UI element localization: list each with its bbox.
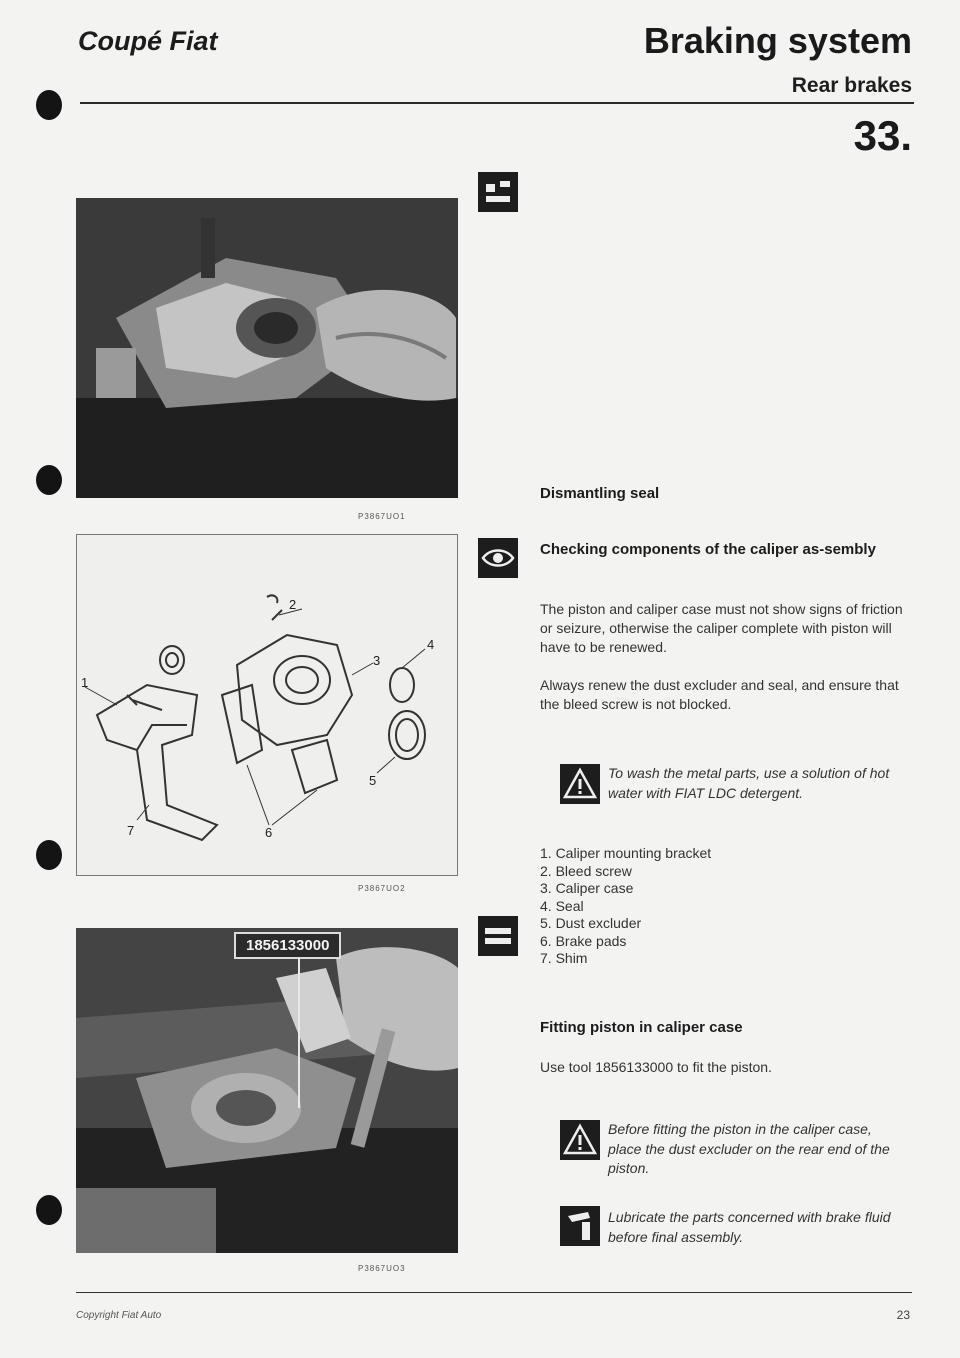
list-item: 5. Dust excluder	[540, 915, 642, 931]
figure-code: P3867UO1	[358, 512, 406, 521]
callout-5: 5	[369, 773, 377, 788]
warning-icon	[560, 1120, 600, 1160]
parts-list	[540, 845, 711, 968]
list-item: 7. Shim	[540, 950, 588, 966]
fitting-body: Use tool 1856133000 to fit the piston.	[540, 1059, 772, 1075]
list-item: 1. Caliper mounting bracket	[540, 845, 712, 861]
callout-1: 1	[81, 675, 89, 690]
warning-icon	[560, 764, 600, 804]
page-number: 23	[896, 1308, 910, 1322]
list-item: 3. Caliper case	[540, 880, 634, 896]
figure-code: P3867UO3	[358, 1264, 406, 1273]
caliper-dismantle-photo	[76, 198, 458, 498]
lubricate-note: Lubricate the parts concerned with brake fluid before final assembly.	[608, 1209, 891, 1245]
eye-check-icon	[478, 538, 518, 578]
list-item: 4. Seal	[540, 897, 584, 914]
binder-hole	[36, 90, 62, 120]
brand-name: Coupé Fiat	[78, 26, 218, 56]
page-title: Braking system	[643, 20, 912, 61]
callout-7: 7	[127, 823, 135, 838]
tool-label: 1856133000	[234, 932, 341, 959]
dismantle-icon	[478, 172, 518, 212]
list-item: 2. Bleed screw	[540, 862, 632, 879]
tool-leader-line	[298, 958, 300, 1108]
lubricate-icon	[560, 1206, 600, 1246]
binder-hole	[36, 1195, 62, 1225]
checking-body-2: Always renew the dust excluder and seal, and ensure that the bleed screw is not blocked.	[540, 677, 899, 712]
dismantling-title: Dismantling seal	[540, 485, 660, 502]
callout-6: 6	[265, 825, 273, 840]
warning-fitting-text: Before fitting the piston in the caliper case, place the dust excluder on the rear end of the piston.	[608, 1121, 890, 1177]
checking-title: Checking components of the caliper as-sembly	[540, 541, 876, 558]
piston-fitting-photo	[76, 928, 458, 1253]
section-number: 33.	[853, 112, 912, 159]
list-item: 6. Brake pads	[540, 932, 627, 949]
assembly-icon	[478, 916, 518, 956]
callout-3: 3	[373, 653, 381, 668]
checking-body: The piston and caliper case must not show signs of friction or seizure, otherwise the caliper complete with piston will have to be renewed.	[540, 601, 903, 655]
warning-wash-text: To wash the metal parts, use a solution of hot water with FIAT LDC detergent.	[608, 765, 890, 801]
copyright: Copyright Fiat Auto	[76, 1310, 162, 1321]
caliper-exploded-diagram	[76, 534, 458, 876]
footer-rule	[76, 1292, 912, 1293]
figure-code: P3867UO2	[358, 884, 406, 893]
page-subtitle: Rear brakes	[791, 74, 912, 97]
fitting-title: Fitting piston in caliper case	[540, 1019, 743, 1036]
header-rule	[80, 102, 914, 104]
binder-hole	[36, 465, 62, 495]
binder-hole	[36, 840, 62, 870]
callout-4: 4	[427, 637, 435, 652]
callout-2: 2	[289, 597, 297, 612]
